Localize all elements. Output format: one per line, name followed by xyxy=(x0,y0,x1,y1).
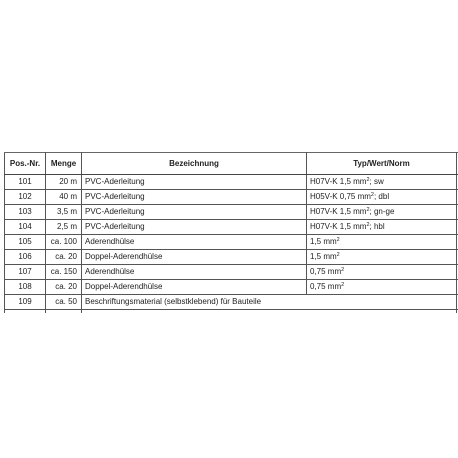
cell-typ xyxy=(307,190,457,205)
cell-typ xyxy=(307,220,457,235)
header-typ-wert-norm: Typ/Wert/Norm xyxy=(307,153,457,175)
table-row xyxy=(5,250,458,265)
cell-menge: 3,5 m xyxy=(46,205,82,220)
table-row xyxy=(5,190,458,205)
cell-bezeichnung: Doppel-Aderendhülse xyxy=(82,250,307,265)
cell-menge: 40 m xyxy=(46,190,82,205)
typ-suffix: ; gn-ge xyxy=(369,207,395,216)
typ-text: 1,5 mm xyxy=(310,252,337,261)
cell-menge: 2,5 m xyxy=(46,220,82,235)
cell-pos: 105 xyxy=(5,235,46,250)
typ-text: H05V-K 0,75 mm xyxy=(310,192,371,201)
typ-superscript: 2 xyxy=(366,177,370,183)
cell-bezeichnung: Aderendhülse xyxy=(82,265,307,280)
cell-bezeichnung: PVC-Aderleitung xyxy=(82,175,307,190)
table-row xyxy=(5,280,458,295)
table-row xyxy=(5,265,458,280)
cell-menge: ca. 50 xyxy=(46,295,82,310)
cell-pos: 109 xyxy=(5,295,46,310)
cell-bezeichnung: PVC-Aderleitung xyxy=(82,220,307,235)
table-row xyxy=(5,175,458,190)
cell-pos xyxy=(5,310,46,314)
cell-pos: 104 xyxy=(5,220,46,235)
table-row-partial xyxy=(5,310,458,314)
table-row xyxy=(5,295,458,310)
cell-typ xyxy=(307,205,457,220)
cell-menge xyxy=(46,310,82,314)
typ-superscript: 2 xyxy=(341,267,345,273)
cell-pos: 103 xyxy=(5,205,46,220)
typ-text: 0,75 mm xyxy=(310,267,342,276)
cell-menge: 20 m xyxy=(46,175,82,190)
cell-bezeichnung: PVC-Aderleitung xyxy=(82,205,307,220)
table-row xyxy=(5,220,458,235)
cell-menge: ca. 150 xyxy=(46,265,82,280)
typ-text: H07V-K 1,5 mm xyxy=(310,177,367,186)
typ-superscript: 2 xyxy=(341,282,345,288)
table-row xyxy=(5,205,458,220)
parts-list-table xyxy=(4,152,458,313)
typ-suffix: ; sw xyxy=(369,177,384,186)
typ-superscript: 2 xyxy=(336,252,340,258)
cell-typ xyxy=(307,175,457,190)
cell-bezeichnung xyxy=(82,310,457,314)
typ-suffix: ; hbl xyxy=(369,222,385,231)
cell-pos: 107 xyxy=(5,265,46,280)
cell-typ xyxy=(307,280,457,295)
typ-text: H07V-K 1,5 mm xyxy=(310,207,367,216)
header-bezeichnung: Bezeichnung xyxy=(82,153,307,175)
typ-superscript: 2 xyxy=(366,222,370,228)
cell-typ xyxy=(307,250,457,265)
cell-typ xyxy=(307,235,457,250)
cell-pos: 108 xyxy=(5,280,46,295)
header-menge: Menge xyxy=(46,153,82,175)
cell-pos: 101 xyxy=(5,175,46,190)
cell-menge: ca. 20 xyxy=(46,250,82,265)
cell-menge: ca. 100 xyxy=(46,235,82,250)
typ-text: H07V-K 1,5 mm xyxy=(310,222,367,231)
typ-superscript: 2 xyxy=(370,192,374,198)
table-header-row xyxy=(5,153,458,175)
typ-superscript: 2 xyxy=(336,237,340,243)
cell-bezeichnung: Doppel-Aderendhülse xyxy=(82,280,307,295)
table-row xyxy=(5,235,458,250)
cell-typ xyxy=(307,265,457,280)
cell-pos: 102 xyxy=(5,190,46,205)
cell-bezeichnung: Aderendhülse xyxy=(82,235,307,250)
cell-pos: 106 xyxy=(5,250,46,265)
typ-text: 0,75 mm xyxy=(310,282,342,291)
cell-menge: ca. 20 xyxy=(46,280,82,295)
typ-suffix: ; dbl xyxy=(373,192,390,201)
cell-bezeichnung: PVC-Aderleitung xyxy=(82,190,307,205)
typ-superscript: 2 xyxy=(366,207,370,213)
cell-bezeichnung: Beschriftungsmaterial (selbstklebend) für Bauteile xyxy=(82,295,457,310)
header-pos-nr: Pos.-Nr. xyxy=(5,153,46,175)
typ-text: 1,5 mm xyxy=(310,237,337,246)
